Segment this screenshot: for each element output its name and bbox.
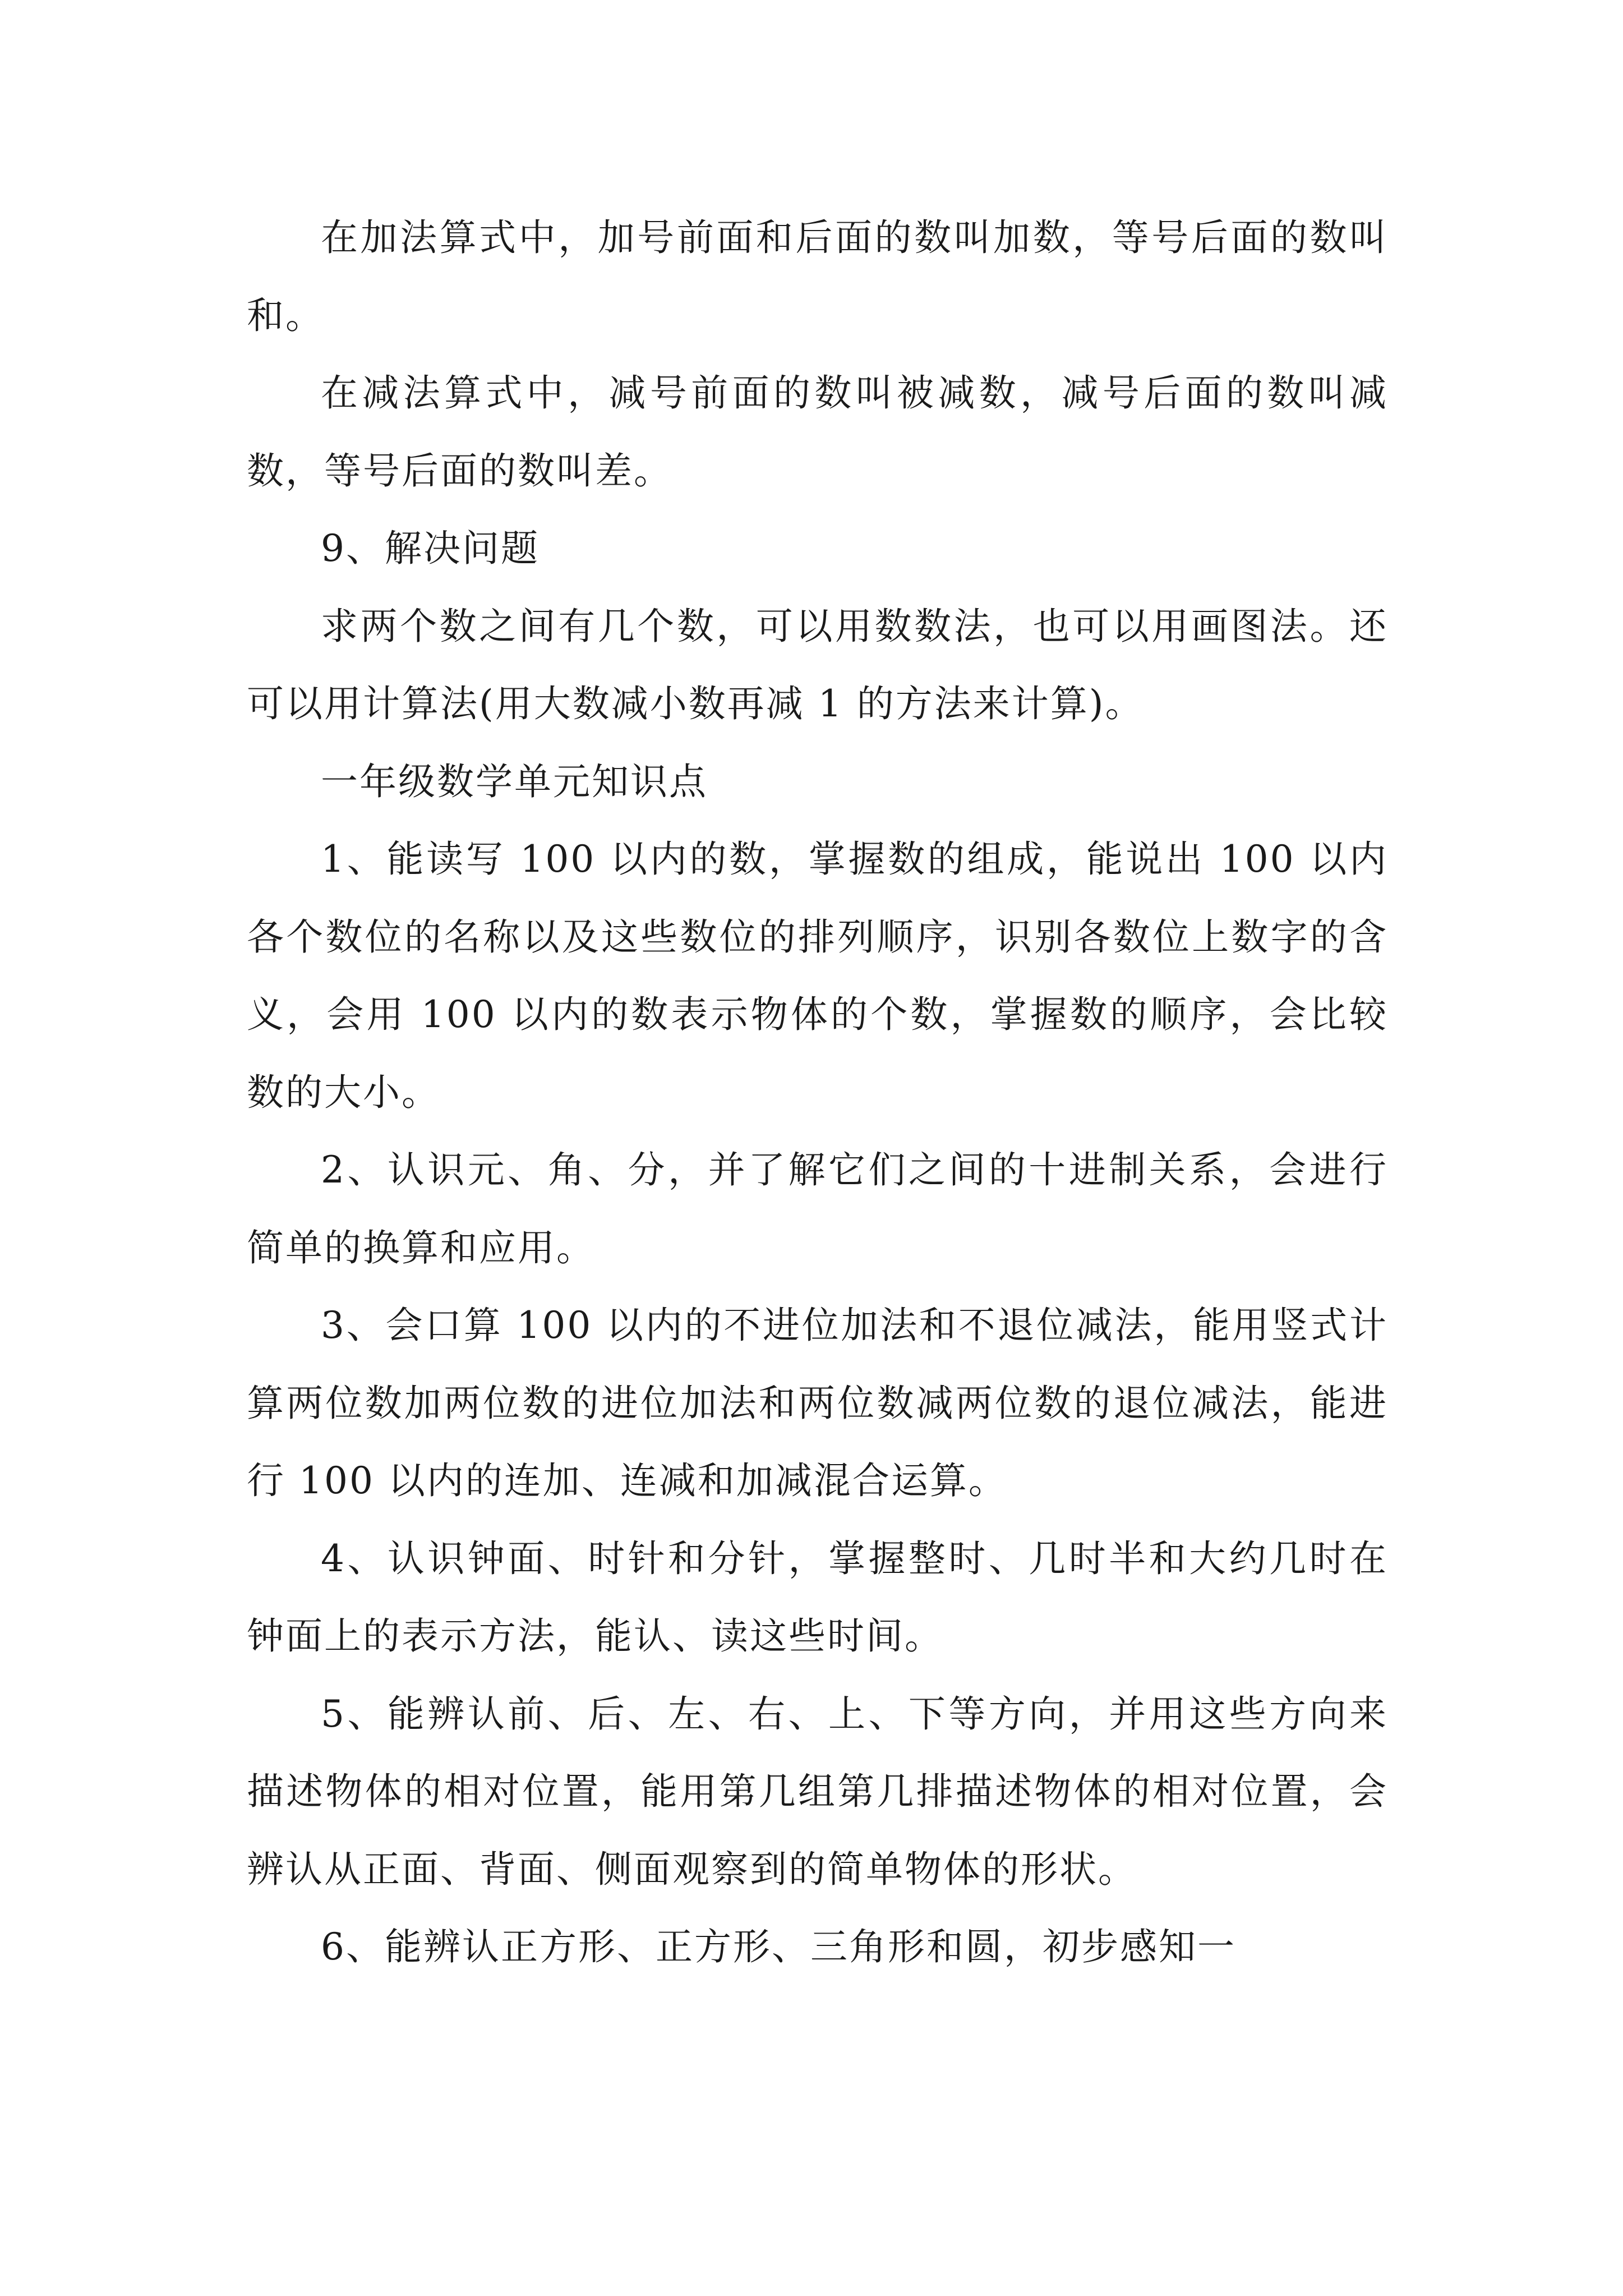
paragraph-point-2: 2、认识元、角、分，并了解它们之间的十进制关系，会进行简单的换算和应用。 bbox=[247, 1148, 1388, 1269]
body-text bbox=[247, 199, 1388, 1986]
section-heading-problem-solving: 9、解决问题 bbox=[321, 527, 540, 570]
section-heading-unit-knowledge: 一年级数学单元知识点 bbox=[321, 760, 708, 803]
paragraph-point-6: 6、能辨认正方形、正方形、三角形和圆，初步感知一 bbox=[321, 1925, 1236, 1968]
paragraph-subtraction-terms: 在减法算式中，减号前面的数叫被减数，减号后面的数叫减数，等号后面的数叫差。 bbox=[247, 371, 1388, 493]
paragraph-addition-terms: 在加法算式中，加号前面和后面的数叫加数，等号后面的数叫和。 bbox=[247, 216, 1388, 337]
paragraph-point-5: 5、能辨认前、后、左、右、上、下等方向，并用这些方向来描述物体的相对位置，能用第几组第几排描述物体的相对位置，会辨认从正面、背面、侧面观察到的简单物体的形状。 bbox=[247, 1692, 1388, 1891]
paragraph-point-3: 3、会口算 100 以内的不进位加法和不退位减法，能用竖式计算两位数加两位数的进位加法和两位数减两位数的退位减法，能进行 100 以内的连加、连减和加减混合运算。 bbox=[247, 1304, 1388, 1502]
paragraph-point-1: 1、能读写 100 以内的数，掌握数的组成，能说出 100 以内各个数位的名称以及这些数位的排列顺序，识别各数位上数字的含义，会用 100 以内的数表示物体的个数，掌握数的顺序，会比较数的大小。 bbox=[247, 838, 1388, 1114]
paragraph-counting-between: 求两个数之间有几个数，可以用数数法，也可以用画图法。还可以用计算法(用大数减小数再减 1 的方法来计算)。 bbox=[247, 604, 1388, 725]
paragraph-point-4: 4、认识钟面、时针和分针，掌握整时、几时半和大约几时在钟面上的表示方法，能认、读这些时间。 bbox=[247, 1536, 1388, 1658]
